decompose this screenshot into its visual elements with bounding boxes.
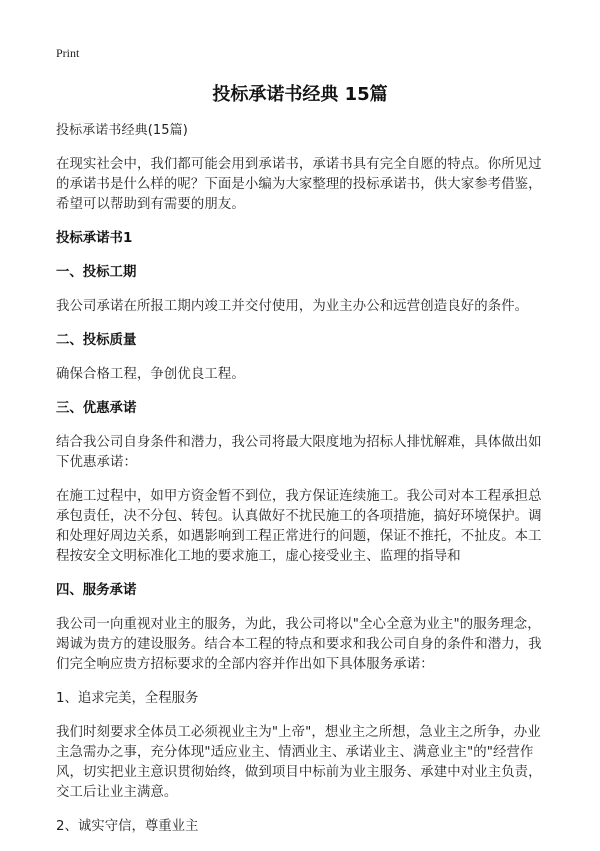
- paragraph-discount-details: 在施工过程中，如甲方资金暂不到位，我方保证连续施工。我公司对本工程承担总承包责任，决不分包、转包。认真做好不扰民施工的各项措施，搞好环境保护。调和处理好周边关系，如遇影响到工程正常进行的问题，保证不推托，不扯皮。本工程按安全文明标准化工地的要求施工，虚心接受业主、监理的指导和: [56, 489, 542, 564]
- paragraph-service: 我公司一向重视对业主的服务，为此，我公司将以"全心全意为业主"的服务理念，竭诚为贵方的建设服务。结合本工程的特点和要求和我公司自身的条件和潜力，我们完全响应贵方招标要求的全部内容并作出如下具体服务承诺：: [56, 617, 542, 672]
- print-label[interactable]: Print: [56, 46, 80, 60]
- paragraph-bid-quality: 确保合格工程，争创优良工程。: [56, 367, 245, 382]
- paragraph-full-service: 我们时刻要求全体员工必须视业主为"上帝"，想业主之所想，急业主之所争，办业主急需办之事，充分体现"适应业主、情洒业主、承诺业主、满意业主"的"经营作风，切实把业主意识贯彻始终，做到项目中标前为业主服务、承建中对业主负责，交工后让业主满意。: [56, 725, 542, 800]
- heading-service-commitment: 四、服务承诺: [56, 583, 137, 598]
- document-title: 投标承诺书经典 15篇: [212, 84, 388, 105]
- intro-paragraph: 在现实社会中，我们都可能会用到承诺书，承诺书具有完全自愿的特点。你所见过的承诺书是什么样的呢？下面是小编为大家整理的投标承诺书，供大家参考借鉴，希望可以帮助到有需要的朋友。: [56, 157, 542, 212]
- document-subtitle: 投标承诺书经典(15篇): [56, 123, 188, 138]
- paragraph-bid-period: 我公司承诺在所报工期内竣工并交付使用，为业主办公和远营创造良好的条件。: [56, 299, 529, 314]
- section-title: 投标承诺书1: [56, 231, 133, 246]
- paragraph-discount-intro: 结合我公司自身条件和潜力，我公司将最大限度地为招标人排忧解难，具体做出如下优惠承诺：: [56, 435, 542, 470]
- heading-discount-commitment: 三、优惠承诺: [56, 401, 137, 416]
- heading-bid-quality: 二、投标质量: [56, 333, 137, 348]
- heading-bid-period: 一、投标工期: [56, 265, 137, 280]
- subheading-integrity: 2、诚实守信，尊重业主: [56, 819, 199, 834]
- subheading-full-service: 1、追求完美，全程服务: [56, 691, 199, 706]
- document-body: [56, 121, 545, 851]
